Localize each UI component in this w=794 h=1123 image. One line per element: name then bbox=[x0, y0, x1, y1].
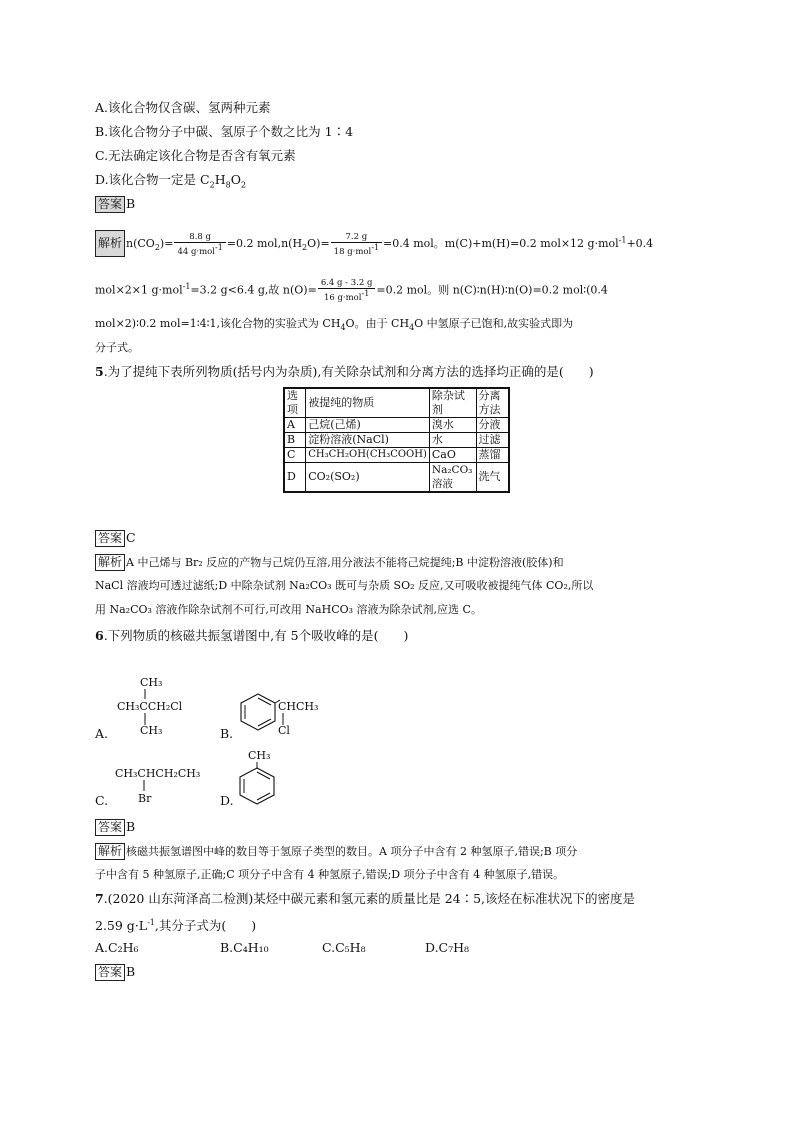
q6-b-chain: CHCH₃ bbox=[278, 700, 319, 713]
table-row bbox=[284, 463, 509, 493]
table-cell: D bbox=[284, 463, 306, 493]
q5-answer: 答案 C bbox=[95, 530, 136, 547]
q7-stem: 7.(2020 山东菏泽高二检测)某烃中碳元素和氢元素的质量比是 24∶5,该烃在标准状况下的密度是 bbox=[95, 891, 636, 906]
table-cell: 蒸馏 bbox=[476, 448, 509, 463]
q7-option-c: C.C₅H₈ bbox=[322, 940, 366, 955]
q6-a-top-group: CH₃ bbox=[140, 676, 163, 689]
q7-stem-line2: 2.59 $g\cdot L^{-1}$,其分子式为( ) bbox=[95, 918, 257, 934]
q6-answer: 答案 B bbox=[95, 819, 135, 836]
q6-a-bonds bbox=[140, 689, 150, 729]
table-cell: 己烷(己烯) bbox=[306, 418, 430, 433]
table-cell: 过滤 bbox=[476, 433, 509, 448]
benzene-ring-icon bbox=[236, 692, 280, 732]
q6-option-d-label: D. bbox=[220, 793, 234, 808]
q5-analysis-line3: 用 Na₂CO₃ 溶液作除杂试剂不可行,可改用 NaHCO₃ 溶液为除杂试剂,应选 C。 bbox=[95, 603, 482, 616]
table-header-cell: 分离方法 bbox=[476, 388, 509, 418]
q4-analysis-line3: mol×2)∶0.2 mol=1∶4∶1,该化合物的实验式为 $CH_4O$。由于 $CH_4O$ 中氢原子已饱和,故实验式即为 bbox=[95, 317, 574, 333]
q6-option-b-label: B. bbox=[220, 726, 234, 741]
q6-a-main-chain: CH₃CCH₂Cl bbox=[117, 700, 183, 713]
table-row bbox=[284, 433, 509, 448]
table-cell: CH₃CH₂OH(CH₃COOH) bbox=[306, 448, 430, 463]
table-cell: 洗气 bbox=[476, 463, 509, 493]
fraction: $\frac{8.8 g}{44 g\cdot mol^{-1}}$ bbox=[174, 232, 225, 257]
answer-tag: 答案 bbox=[95, 819, 125, 836]
q5-analysis-line2: NaCl 溶液均可透过滤纸;D 中除杂试剂 Na₂CO₃ 既可与杂质 SO₂ 反应,又可吸收被提纯气体 CO₂,所以 bbox=[95, 579, 594, 592]
toluene-ring-icon bbox=[237, 762, 281, 806]
table-header-cell: 选项 bbox=[284, 388, 306, 418]
table-cell: 溴水 bbox=[429, 418, 476, 433]
table-row bbox=[284, 448, 509, 463]
q6-c-chain: CH₃CHCH₂CH₃ bbox=[115, 767, 201, 780]
answer-tag: 答案 bbox=[95, 964, 125, 981]
answer-tag: 答案 bbox=[95, 196, 125, 213]
table-cell: Na₂CO₃溶液 bbox=[429, 463, 476, 493]
q4-analysis-line2: mol×2×1 g·mol$^{-1}$=3.2 g<6.4 g,故 n(O)= $\frac{6.4 g - 3.2 g}{16 g\cdot mol^{-1}}$ =0.2 mol。则 n(C)∶n(H)∶n(O)=0.2 mol∶(0.4 bbox=[95, 278, 608, 303]
q6-stem: 6.下列物质的核磁共振氢谱图中,有 5个吸收峰的是( ) bbox=[95, 628, 409, 643]
q4-analysis-line1: 解析 $n(CO_2)=$ $\frac{8.8 g}{44 g\cdot mol^{-1}}$ =0.2 $mol,n(H_2O)=$ $\frac{7.2 g}{18 g\cdot mol^{-1}}$ =0.4 mol。m(C)+m(H)=0.2 mol×12 g·mol$^{-1}$+0.4 bbox=[95, 230, 653, 257]
q6-option-a-label: A. bbox=[95, 726, 109, 741]
q7-option-b: B.C₄H₁₀ bbox=[220, 940, 269, 955]
q6-b-substituent: Cl bbox=[278, 724, 290, 737]
q6-c-substituent: Br bbox=[138, 792, 152, 805]
fraction: $\frac{6.4 g - 3.2 g}{16 g\cdot mol^{-1}}$ bbox=[318, 278, 376, 303]
table-cell: A bbox=[284, 418, 306, 433]
table-header-cell: 除杂试剂 bbox=[429, 388, 476, 418]
q4-option-a: A.该化合物仅含碳、氢两种元素 bbox=[95, 100, 271, 115]
table-header-row bbox=[284, 388, 509, 418]
table-cell: CO₂(SO₂) bbox=[306, 463, 430, 493]
table-header-cell: 被提纯的物质 bbox=[306, 388, 430, 418]
table-cell: CaO bbox=[429, 448, 476, 463]
table-cell: 分液 bbox=[476, 418, 509, 433]
q7-option-a: A.C₂H₆ bbox=[95, 940, 139, 955]
q6-analysis-line1: 解析 核磁共振氢谱图中峰的数目等于氢原子类型的数目。A 项分子中含有 2 种氢原子,错误;B 项分 bbox=[95, 843, 577, 860]
q7-option-d: D.C₇H₈ bbox=[425, 940, 470, 955]
q6-option-c-label: C. bbox=[95, 793, 109, 808]
table-row bbox=[284, 418, 509, 433]
q5-analysis-line1: 解析 A 中己烯与 Br₂ 反应的产物与己烷仍互溶,用分液法不能将己烷提纯;B 中淀粉溶液(胶体)和 bbox=[95, 554, 564, 571]
q6-a-bottom-group: CH₃ bbox=[140, 724, 163, 737]
analysis-tag: 解析 bbox=[95, 554, 125, 571]
q7-answer: 答案 B bbox=[95, 964, 135, 981]
q4-option-c: C.无法确定该化合物是否含有氧元素 bbox=[95, 148, 296, 163]
table-cell: C bbox=[284, 448, 306, 463]
answer-tag: 答案 bbox=[95, 530, 125, 547]
table-cell: 水 bbox=[429, 433, 476, 448]
q4-analysis-line4: 分子式。 bbox=[95, 341, 139, 354]
table-cell: 淀粉溶液(NaCl) bbox=[306, 433, 430, 448]
q4-option-d: D.该化合物一定是 $C_2H_8O_2$ bbox=[95, 172, 247, 190]
purification-table bbox=[283, 387, 510, 493]
analysis-tag: 解析 bbox=[95, 843, 125, 860]
fraction: $\frac{7.2 g}{18 g\cdot mol^{-1}}$ bbox=[331, 232, 382, 257]
q4-answer: 答案 B bbox=[95, 196, 135, 213]
q6-d-methyl: CH₃ bbox=[248, 749, 271, 762]
q5-stem: 5.为了提纯下表所列物质(括号内为杂质),有关除杂试剂和分离方法的选择均正确的是( ) bbox=[95, 364, 594, 379]
table-cell: B bbox=[284, 433, 306, 448]
q4-option-b: B.该化合物分子中碳、氢原子个数之比为 1∶4 bbox=[95, 124, 354, 139]
q6-analysis-line2: 子中含有 5 种氢原子,正确;C 项分子中含有 4 种氢原子,错误;D 项分子中含有 4 种氢原子,错误。 bbox=[95, 868, 565, 881]
analysis-tag: 解析 bbox=[95, 230, 125, 257]
